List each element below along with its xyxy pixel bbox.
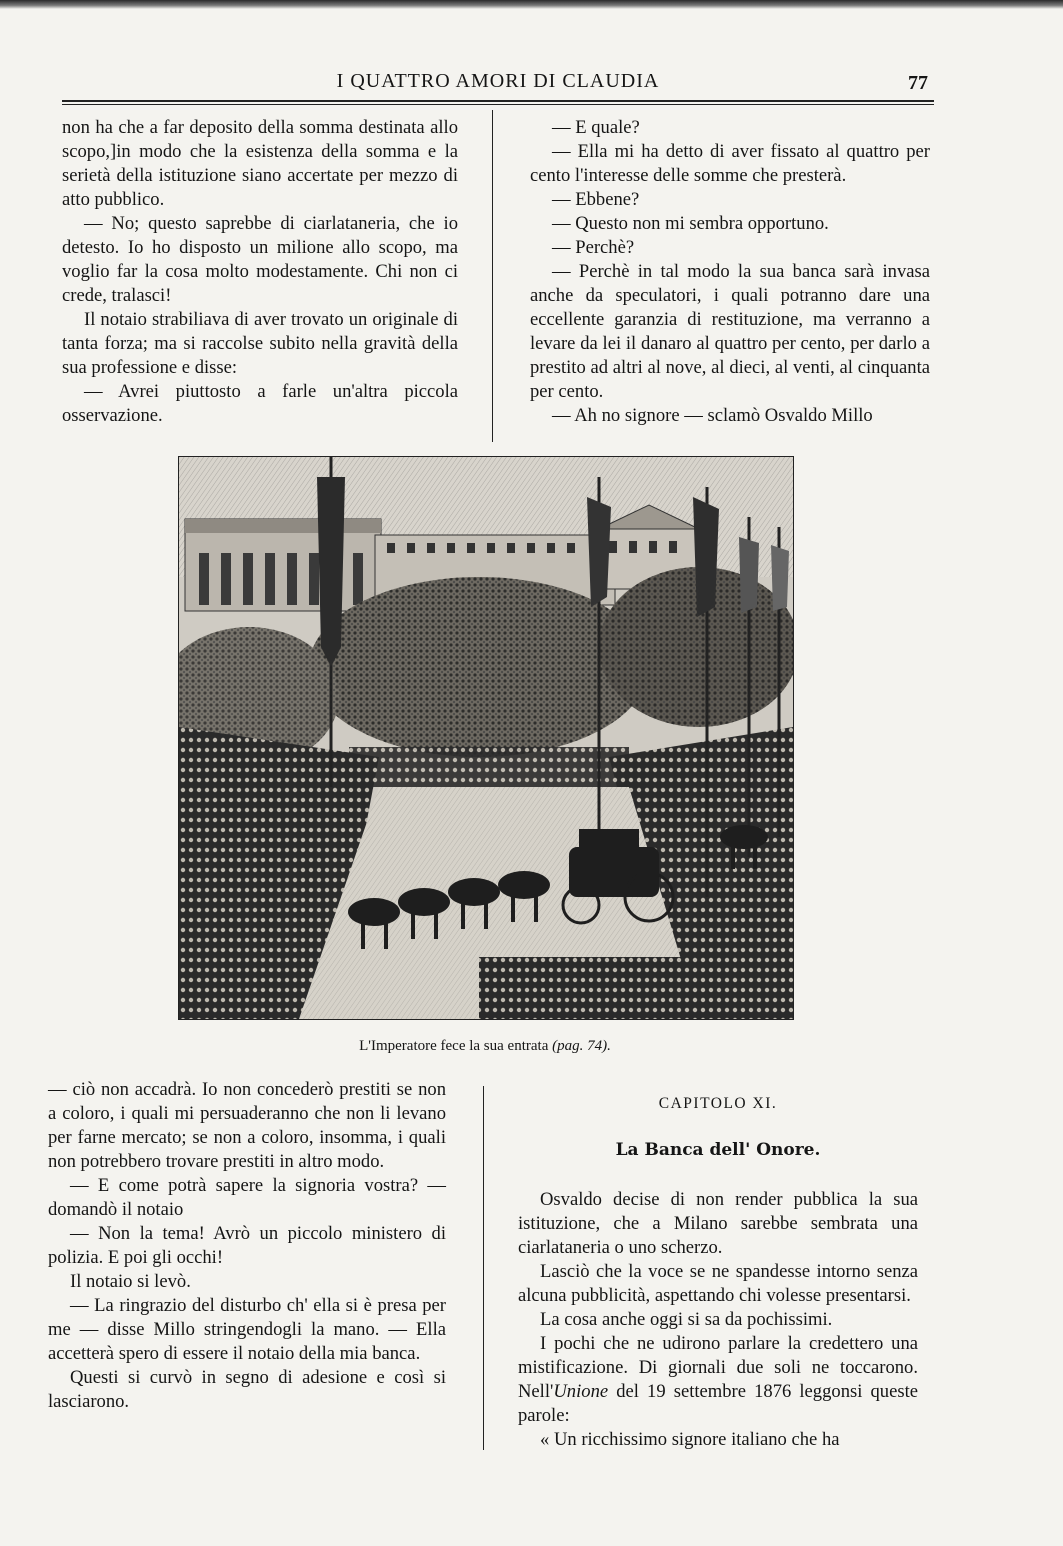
page-number: 77 bbox=[908, 72, 928, 94]
paragraph bbox=[518, 1332, 918, 1428]
paragraph: Osvaldo decise di non render pubblica la sua istituzione, che a Milano sarebbe sembrata una ciarlataneria o uno scherzo. bbox=[518, 1189, 918, 1258]
procession-engraving bbox=[179, 457, 793, 1019]
chapter-title: La Banca dell' Onore. bbox=[615, 1140, 821, 1160]
engraving-illustration bbox=[178, 456, 794, 1020]
paragraph: Il notaio strabiliava di aver trovato un originale di tanta forza; ma si raccolse subito nella gravità della sua professione e disse: bbox=[62, 309, 458, 378]
caption-page-ref: (pag. 74). bbox=[552, 1038, 611, 1054]
paragraph: — Perchè in tal modo la sua banca sarà invasa anche da speculatori, i quali potranno dare una eccellente garanzia di restituzione, ma verranno a levare da lei il danaro al quattro per cento, per darlo a prestito ad altri al nove, al dieci, al venti, al cinquanta per cento. bbox=[530, 261, 930, 402]
paragraph: La cosa anche oggi si sa da pochissimi. bbox=[540, 1309, 833, 1330]
paragraph: — Ebbene? bbox=[552, 189, 640, 210]
chapter-number: CAPITOLO XI. bbox=[658, 1095, 778, 1112]
paragraph: Il notaio si levò. bbox=[70, 1271, 191, 1292]
header-rule-thin bbox=[62, 104, 934, 105]
paragraph: — Ah no signore — sclamò Osvaldo Millo bbox=[552, 405, 873, 426]
paragraph: — E come potrà sapere la signoria vostra? — domandò il notaio bbox=[48, 1175, 446, 1220]
caption-text: L'Imperatore fece la sua entrata bbox=[359, 1038, 549, 1054]
paragraph: — Non la tema! Avrò un piccolo ministero di polizia. E poi gli occhi! bbox=[48, 1223, 446, 1268]
top-right-column bbox=[530, 116, 930, 428]
paragraph: — No; questo saprebbe di ciarlataneria, che io detesto. Io ho disposto un milione allo scopo, ma voglio far la cosa molto modestamente. Chi non ci crede, tralasci! bbox=[62, 213, 458, 306]
paragraph-text: I pochi che ne udirono parlare la credettero una mistificazione. Di giornali due soli ne toccarono. Nell' bbox=[518, 1333, 918, 1402]
paragraph: — Questo non mi sembra opportuno. bbox=[552, 213, 829, 234]
paragraph: — E quale? bbox=[552, 117, 640, 138]
running-title: I QUATTRO AMORI DI CLAUDIA bbox=[336, 70, 660, 92]
page-header bbox=[62, 70, 934, 98]
paragraph: — Perchè? bbox=[552, 237, 635, 258]
bottom-right-column bbox=[518, 1092, 918, 1452]
bottom-left-column bbox=[48, 1078, 446, 1414]
header-rule bbox=[62, 100, 934, 102]
column-divider bbox=[483, 1086, 484, 1450]
paragraph: — Ella mi ha detto di aver fissato al quattro per cento l'interesse delle somme che presterà. bbox=[530, 141, 930, 186]
paragraph: Lasciò che la voce se ne spandesse intorno senza alcuna pubblicità, aspettando chi volesse presentarsi. bbox=[518, 1261, 918, 1306]
paragraph: — Avrei piuttosto a farle un'altra piccola osservazione. bbox=[62, 381, 458, 426]
paragraph: Questi si curvò in segno di adesione e così si lasciarono. bbox=[48, 1367, 446, 1412]
newspaper-name: Unione bbox=[553, 1381, 609, 1402]
paragraph: — La ringrazio del disturbo ch' ella si è presa per me — disse Millo stringendogli la mano. — Ella accetterà spero di essere il notaio della mia banca. bbox=[48, 1295, 446, 1364]
paragraph: non ha che a far deposito della somma destinata allo scopo,]in modo che la esistenza della somma e la serietà della istituzione siano accertate per mezzo di atto pubblico. bbox=[62, 117, 458, 210]
paragraph: « Un ricchissimo signore italiano che ha bbox=[540, 1429, 840, 1450]
paragraph-text: del 19 settembre 1876 leggonsi queste parole: bbox=[518, 1381, 918, 1426]
top-left-column bbox=[62, 116, 458, 428]
figure-caption bbox=[178, 1038, 792, 1055]
paragraph: — ciò non accadrà. Io non concederò prestiti se non a coloro, i quali mi persuaderanno che non li levano per farne mercato; se non a coloro, insomma, i quali non potrebbero trovare prestiti in altro modo. bbox=[48, 1079, 446, 1172]
page-top-edge bbox=[0, 0, 1063, 9]
column-divider bbox=[492, 110, 493, 442]
